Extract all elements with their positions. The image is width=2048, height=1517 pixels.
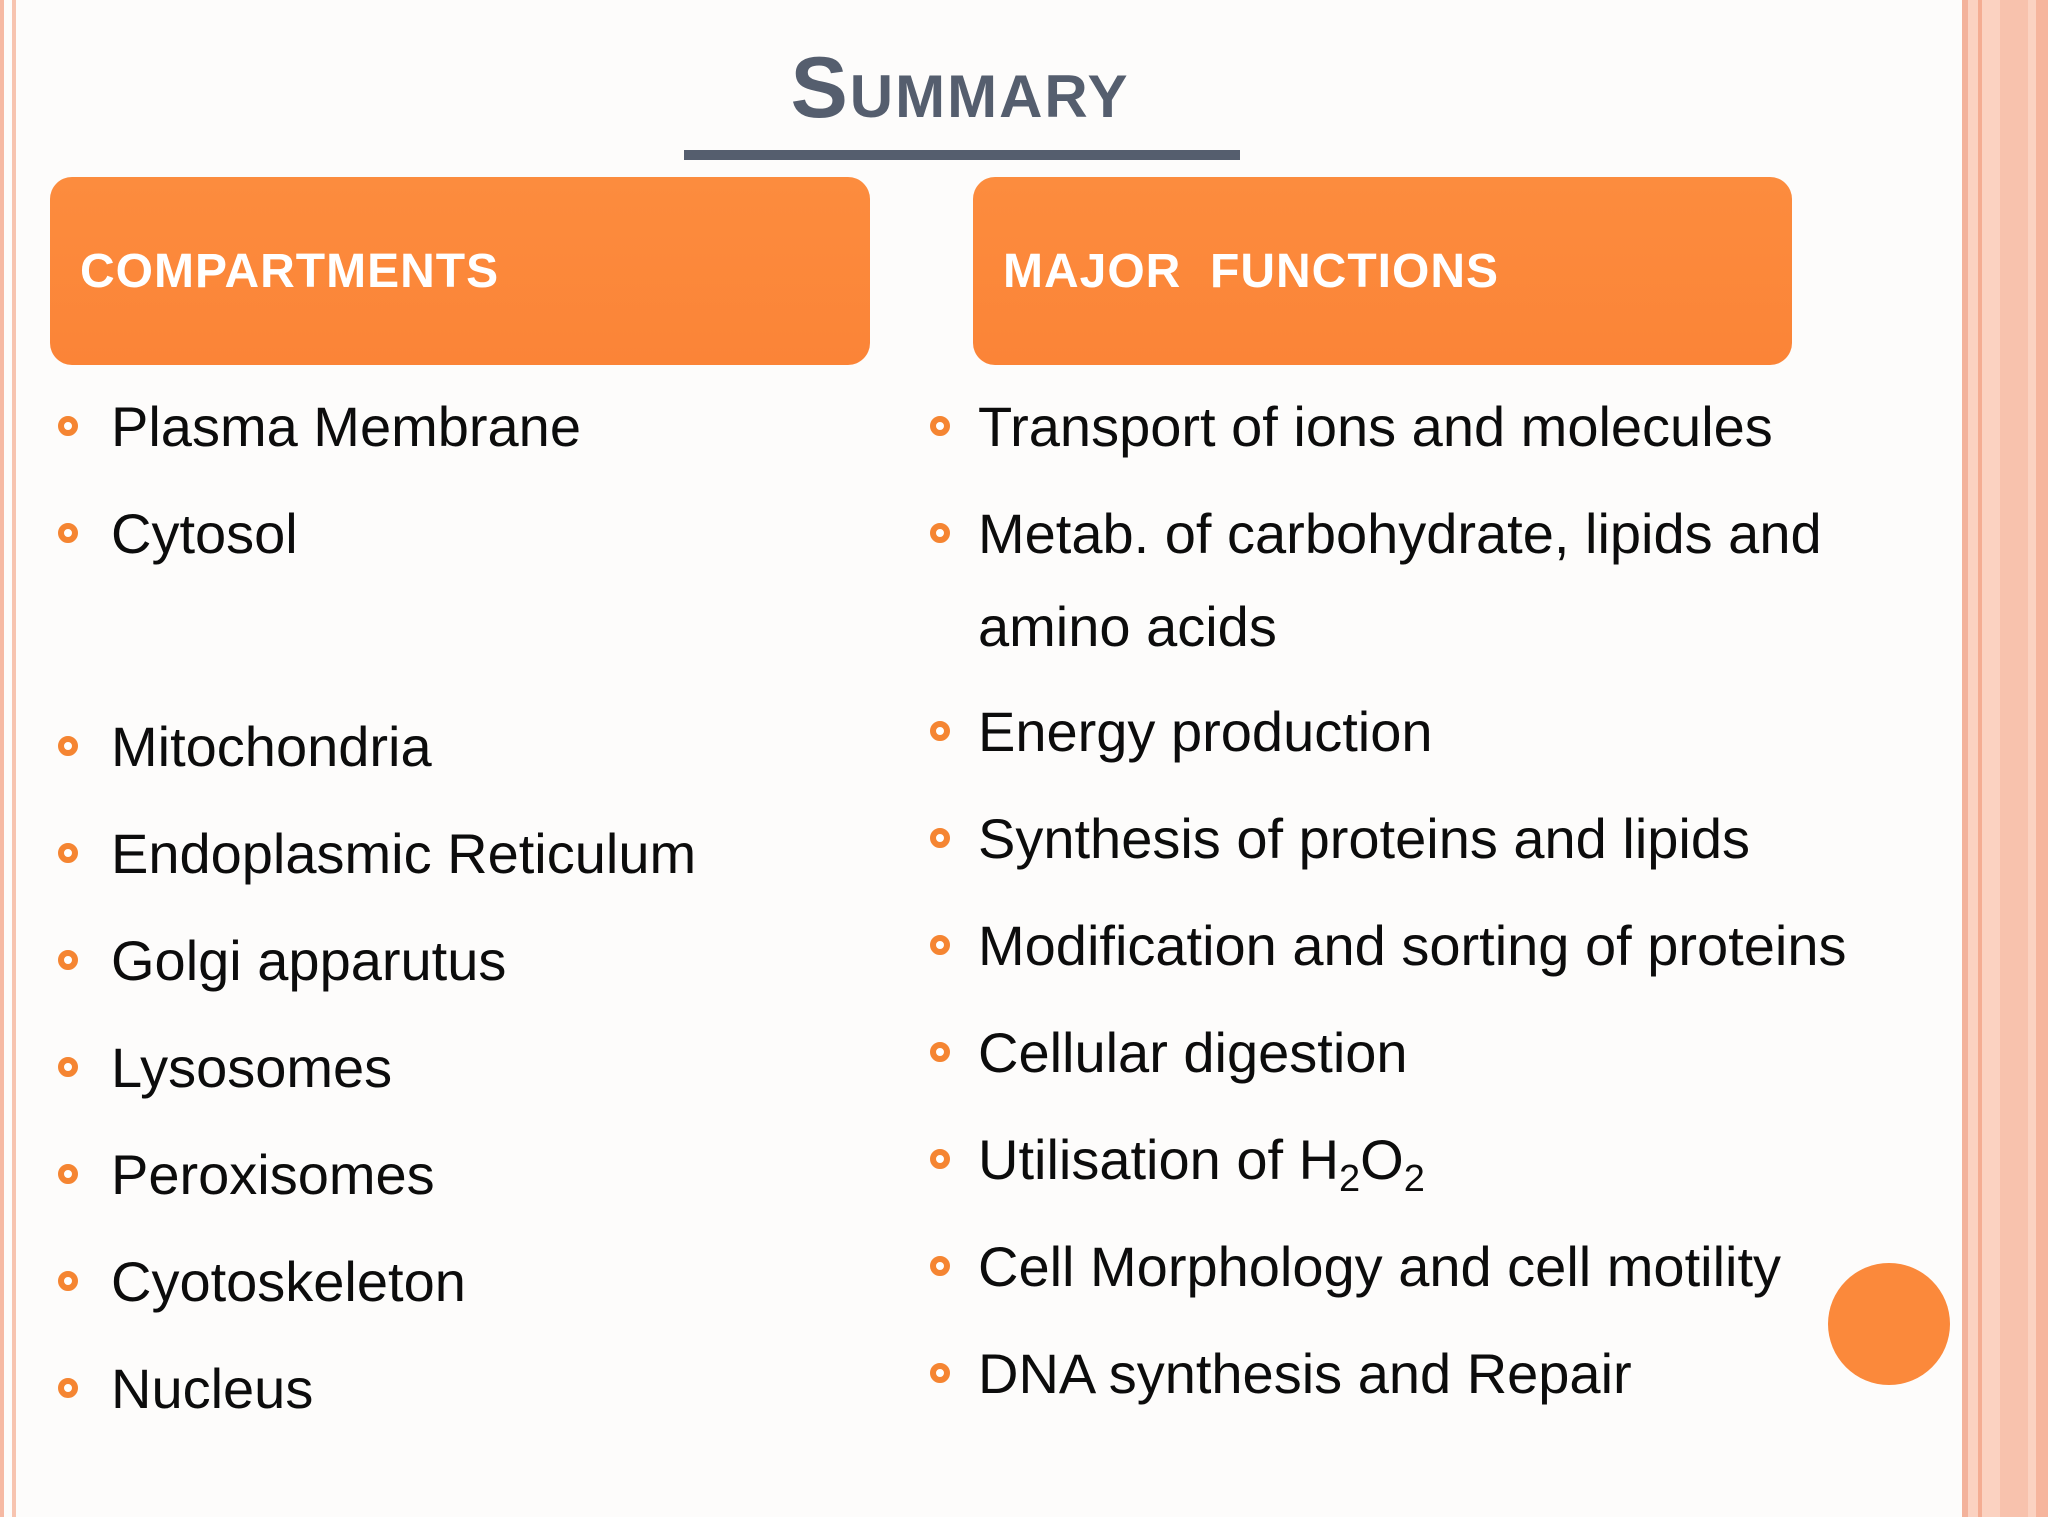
function-text [978, 1113, 1950, 1206]
list-item [58, 380, 898, 473]
circle-bullet-icon [58, 736, 78, 756]
list-item [58, 1021, 898, 1114]
circle-bullet-icon [58, 950, 78, 970]
left-edge-stripe [12, 0, 16, 1517]
compartment-text: Golgi apparutus [111, 929, 507, 992]
list-item [58, 807, 898, 900]
function-text: Cell Morphology and cell motility [978, 1235, 1782, 1298]
function-text: DNA synthesis and Repair [978, 1342, 1632, 1405]
list-item [930, 1220, 1950, 1313]
compartment-text: Endoplasmic Reticulum [111, 822, 697, 885]
compartment-text: Nucleus [111, 1357, 314, 1420]
list-item [930, 380, 1950, 473]
formula-prefix: Utilisation of H [978, 1128, 1340, 1191]
circle-bullet-icon [930, 1149, 950, 1169]
compartment-text: Mitochondria [111, 715, 432, 778]
compartments-header [50, 177, 870, 365]
function-text: Synthesis of proteins and lipids [978, 807, 1750, 870]
circle-bullet-icon [58, 1164, 78, 1184]
list-item [930, 1113, 1950, 1206]
function-text: Energy production [978, 700, 1433, 763]
circle-bullet-icon [930, 523, 950, 543]
right-edge-stripe [2000, 0, 2028, 1517]
functions-header-label: MAJOR FUNCTIONS [1003, 244, 1499, 298]
circle-bullet-icon [58, 843, 78, 863]
circle-bullet-icon [58, 1378, 78, 1398]
formula-subscript: 2 [1403, 1158, 1425, 1201]
function-text: Cellular digestion [978, 1021, 1408, 1084]
compartment-text: Cyotoskeleton [111, 1250, 466, 1313]
compartment-text: Plasma Membrane [111, 395, 581, 458]
circle-bullet-icon [930, 721, 950, 741]
list-item [930, 899, 1950, 992]
circle-bullet-icon [58, 1057, 78, 1077]
list-item [58, 1128, 898, 1221]
left-edge-stripe [0, 0, 4, 1517]
right-edge-stripe [1978, 0, 1982, 1517]
function-text: Metab. of carbohydrate, lipids and amino acids [978, 502, 1822, 658]
list-item [58, 914, 898, 1007]
compartments-header-label: COMPARTMENTS [80, 244, 500, 298]
compartment-text: Lysosomes [111, 1036, 393, 1099]
circle-bullet-icon [58, 1271, 78, 1291]
title-underline [684, 150, 1240, 160]
list-item [58, 1342, 898, 1435]
list-item [58, 487, 898, 580]
list-item [930, 1006, 1950, 1099]
circle-bullet-icon [58, 523, 78, 543]
list-item [930, 487, 1950, 673]
decorative-circle [1828, 1263, 1950, 1385]
circle-bullet-icon [930, 1042, 950, 1062]
list-item [930, 792, 1950, 885]
list-item [58, 1235, 898, 1328]
function-text: Modification and sorting of proteins [978, 914, 1847, 977]
functions-header [973, 177, 1792, 365]
right-edge-stripe [2036, 0, 2048, 1517]
circle-bullet-icon [58, 416, 78, 436]
circle-bullet-icon [930, 1256, 950, 1276]
formula-subscript: 2 [1339, 1158, 1361, 1201]
list-item [930, 685, 1950, 778]
circle-bullet-icon [930, 1363, 950, 1383]
formula-element: O [1360, 1128, 1404, 1191]
circle-bullet-icon [930, 828, 950, 848]
list-item [930, 1327, 1950, 1420]
function-text: Transport of ions and molecules [978, 395, 1773, 458]
compartment-text: Cytosol [111, 502, 298, 565]
circle-bullet-icon [930, 935, 950, 955]
list-item [58, 700, 898, 793]
circle-bullet-icon [930, 416, 950, 436]
compartment-text: Peroxisomes [111, 1143, 435, 1206]
slide-title: Summary [790, 40, 1130, 136]
